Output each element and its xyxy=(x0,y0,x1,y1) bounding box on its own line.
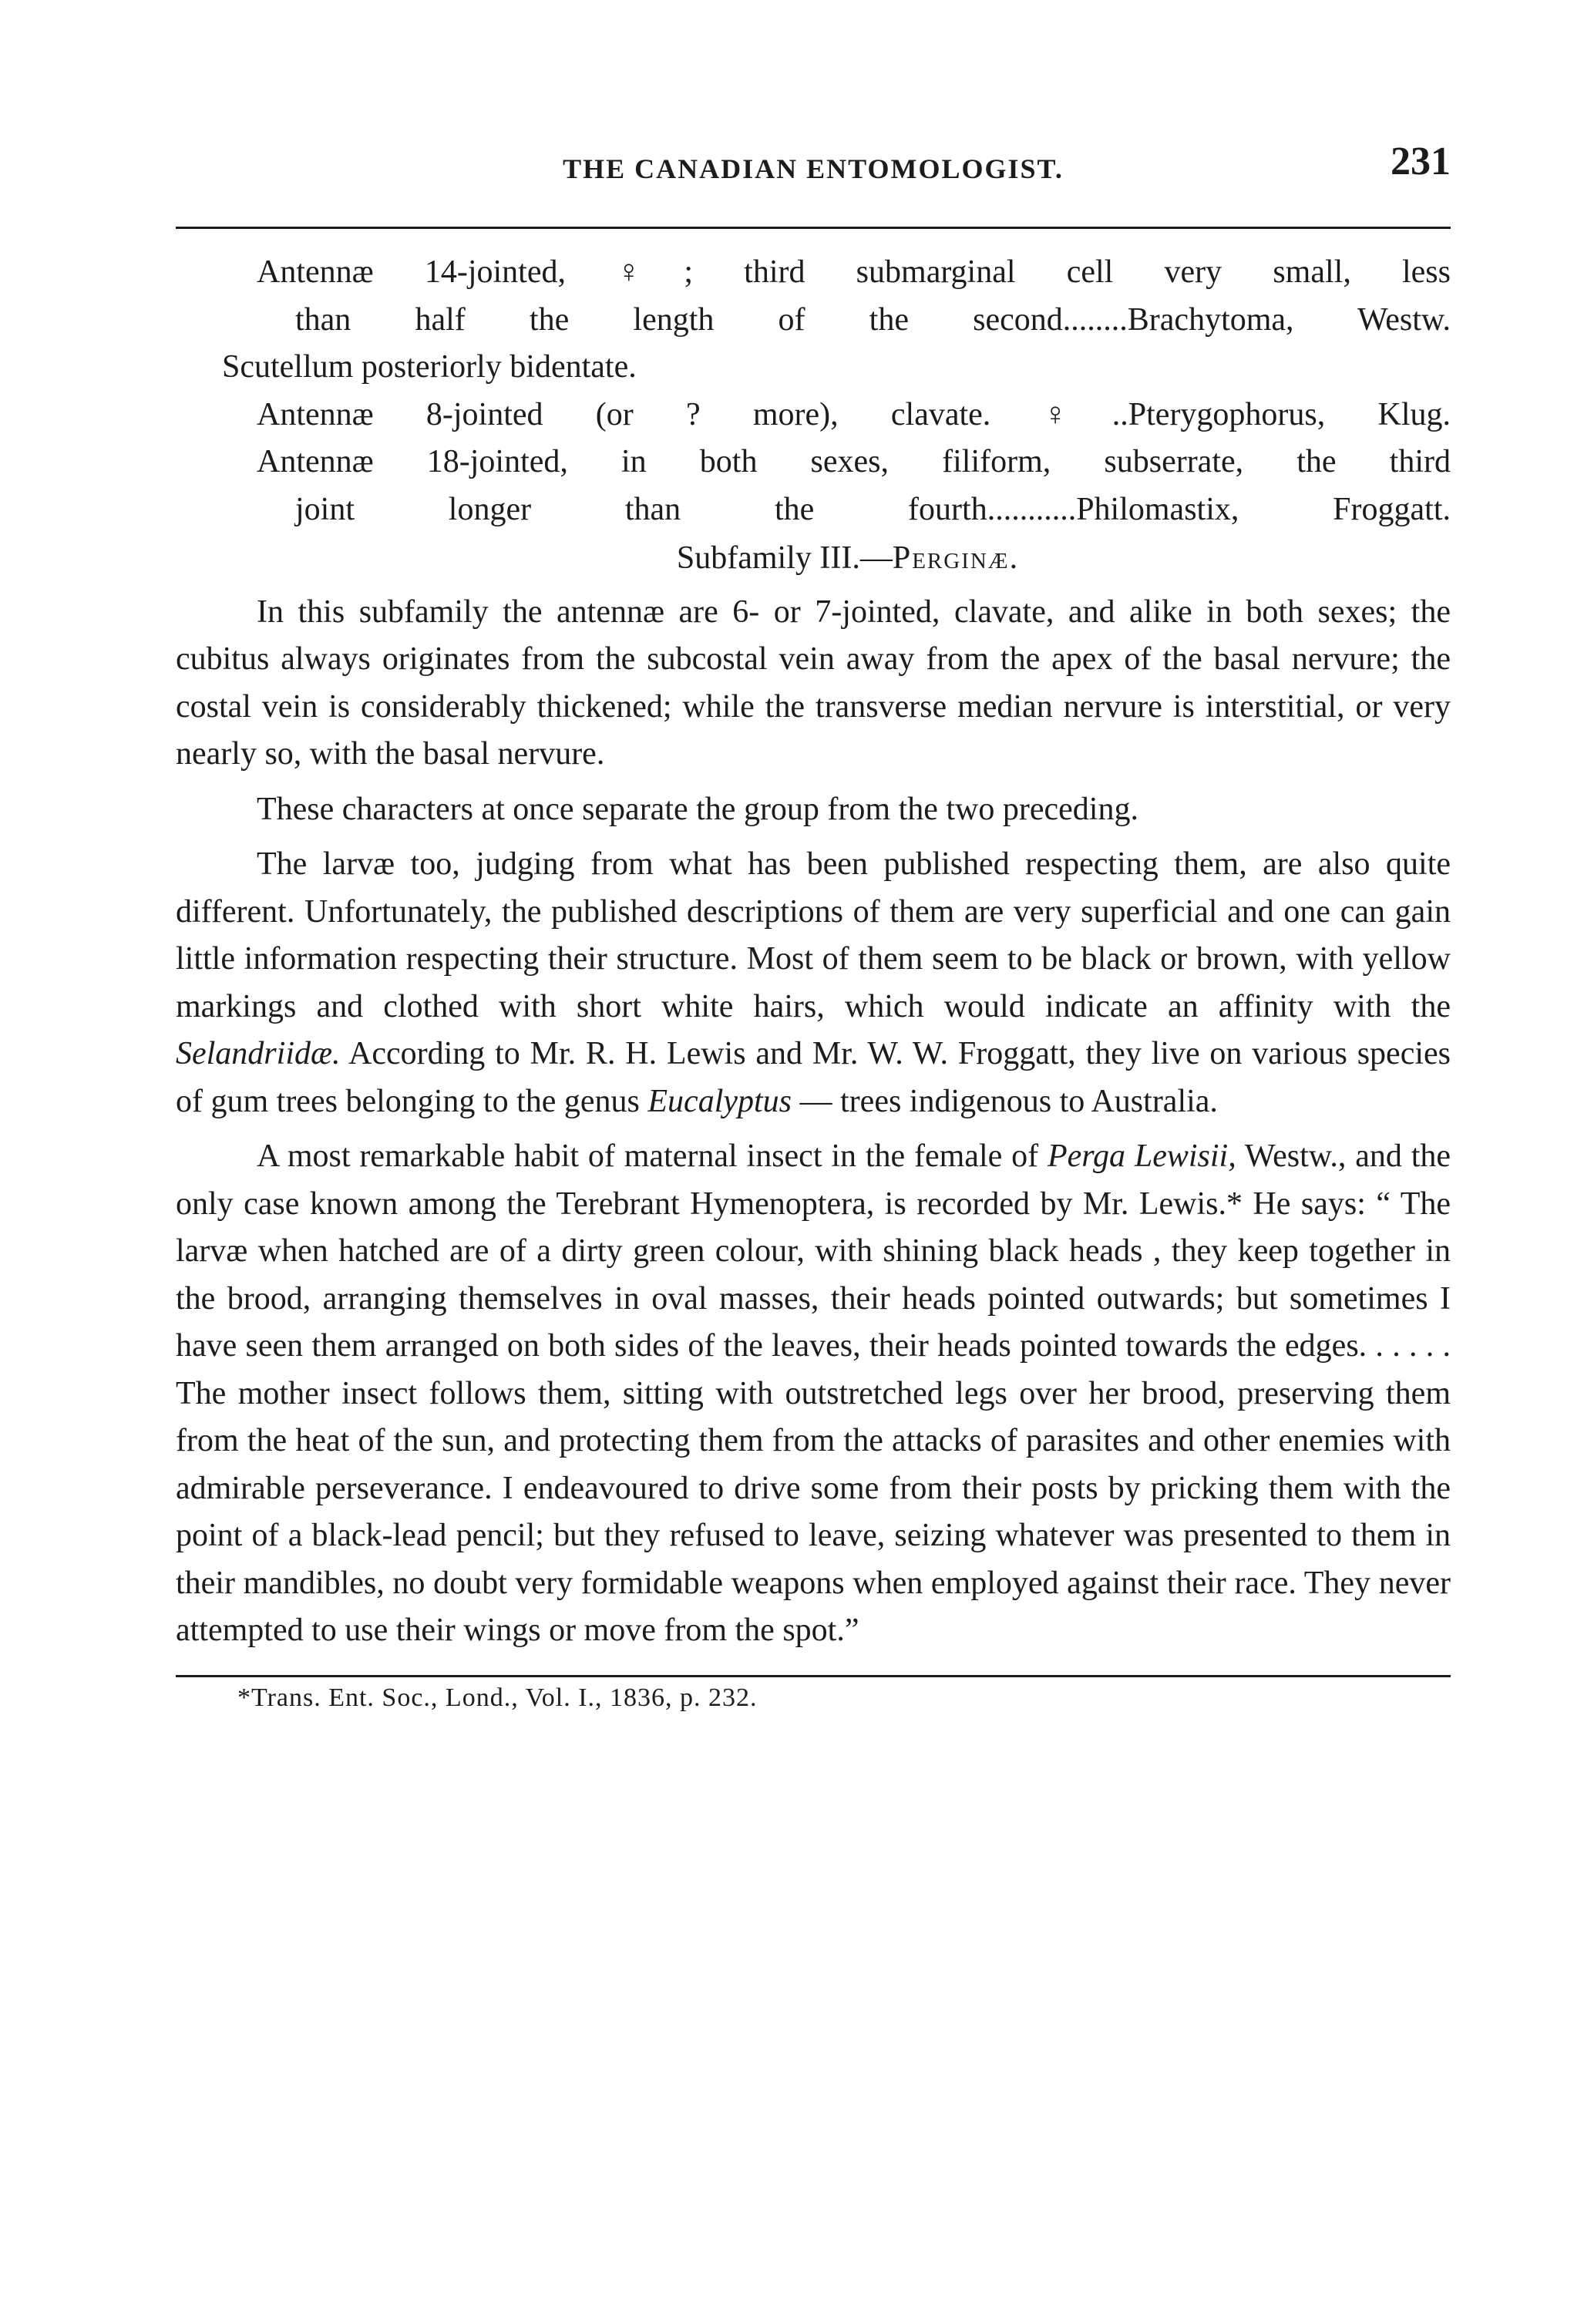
subfamily-heading xyxy=(176,535,1451,583)
taxon-name: Perga Lewisii, xyxy=(1047,1138,1236,1174)
taxon-name: Eucalyptus xyxy=(647,1083,792,1119)
text-run: According to Mr. R. H. Lewis and Mr. W. W. Froggatt, they live on various species of gum trees belonging to the genus xyxy=(176,1036,1451,1119)
key-entry-brachytoma xyxy=(176,249,1451,344)
paragraph-separation: These characters at once separate the group from the two preceding. xyxy=(257,791,1138,827)
key-entry-lead: Antennæ 14-jointed, ♀; third submarginal cell very small, less xyxy=(257,254,1451,290)
text-run: Westw., and the only case known among the Terebrant Hymenoptera, is recorded by Mr. Lewis.* He says: “ The larvæ when hatched are of a dirty green colour, with shining black heads , they keep together in the brood, arranging themselves in oval masses, their heads pointed outwards; but sometimes I have seen them arranged on both sides of the leaves, their heads pointed towards the edges. . . . . . The mother insect follows them, sitting with outstretched legs over her brood, preserving them from the heat of the sun, and protecting them from the attacks of parasites and other enemies with admirable perseverance. I endeavoured to drive some from their posts by pricking them with the point of a black-lead pencil; but they refused to leave, seizing whatever was presented to them in their mandibles, no doubt very formidable weapons when employed against their race. They never attempted to use their wings or move from the spot.” xyxy=(176,1138,1451,1648)
key-entry-lead: Antennæ 18-jointed, in both sexes, filiform, subserrate, the third xyxy=(257,444,1451,479)
subfamily-name: Perginæ. xyxy=(892,540,1020,576)
key-entry-continuation: than half the length of the second........Brachytoma, Westw. xyxy=(295,301,1451,338)
key-entry-philomastix xyxy=(176,439,1451,533)
footnote: *Trans. Ent. Soc., Lond., Vol. I., 1836, p. 232. xyxy=(237,1683,758,1712)
key-entry-lead: Antennæ 8-jointed (or ? more), clavate. ♀..Pterygophorus, Klug. xyxy=(257,396,1451,432)
running-head: THE CANADIAN ENTOMOLOGIST. xyxy=(563,153,1064,184)
text-run: — trees indigenous to Australia. xyxy=(792,1083,1218,1119)
footnote-rule xyxy=(176,1675,1451,1677)
key-entry-continuation: joint longer than the fourth...........Philomastix, Froggatt. xyxy=(295,491,1451,527)
taxon-name: Selandriidæ. xyxy=(176,1036,341,1071)
page-number: 231 xyxy=(1391,140,1451,183)
key-heading-scutellum: Scutellum posteriorly bidentate. xyxy=(222,349,637,385)
page-header xyxy=(176,139,1451,200)
paragraph-larvae xyxy=(176,841,1451,1125)
body-text xyxy=(176,249,1451,1655)
text-run: The larvæ too, judging from what has been published respecting them, are also quite different. Unfortunately, the published descriptions of them are very superficial and one can gain little information respecting their structure. Most of them seem to be black or brown, with yellow markings and clothed with short white hairs, which would indicate an affinity with the xyxy=(176,846,1451,1024)
paragraph-perginae-characters: In this subfamily the antennæ are 6- or 7-jointed, clavate, and alike in both sexes; the cubitus always originates from the subcostal vein away from the apex of the basal nervure; the costal vein is considerably thickened; while the transverse median nervure is interstitial, or very nearly so, with the basal nervure. xyxy=(176,594,1451,772)
key-entry-pterygophorus xyxy=(176,392,1451,439)
paragraph-maternal-habit xyxy=(176,1133,1451,1655)
subfamily-label: Subfamily III.— xyxy=(676,540,893,576)
header-rule xyxy=(176,227,1451,229)
text-run: A most remarkable habit of maternal insect in the female of xyxy=(257,1138,1048,1174)
page xyxy=(176,139,1451,2266)
